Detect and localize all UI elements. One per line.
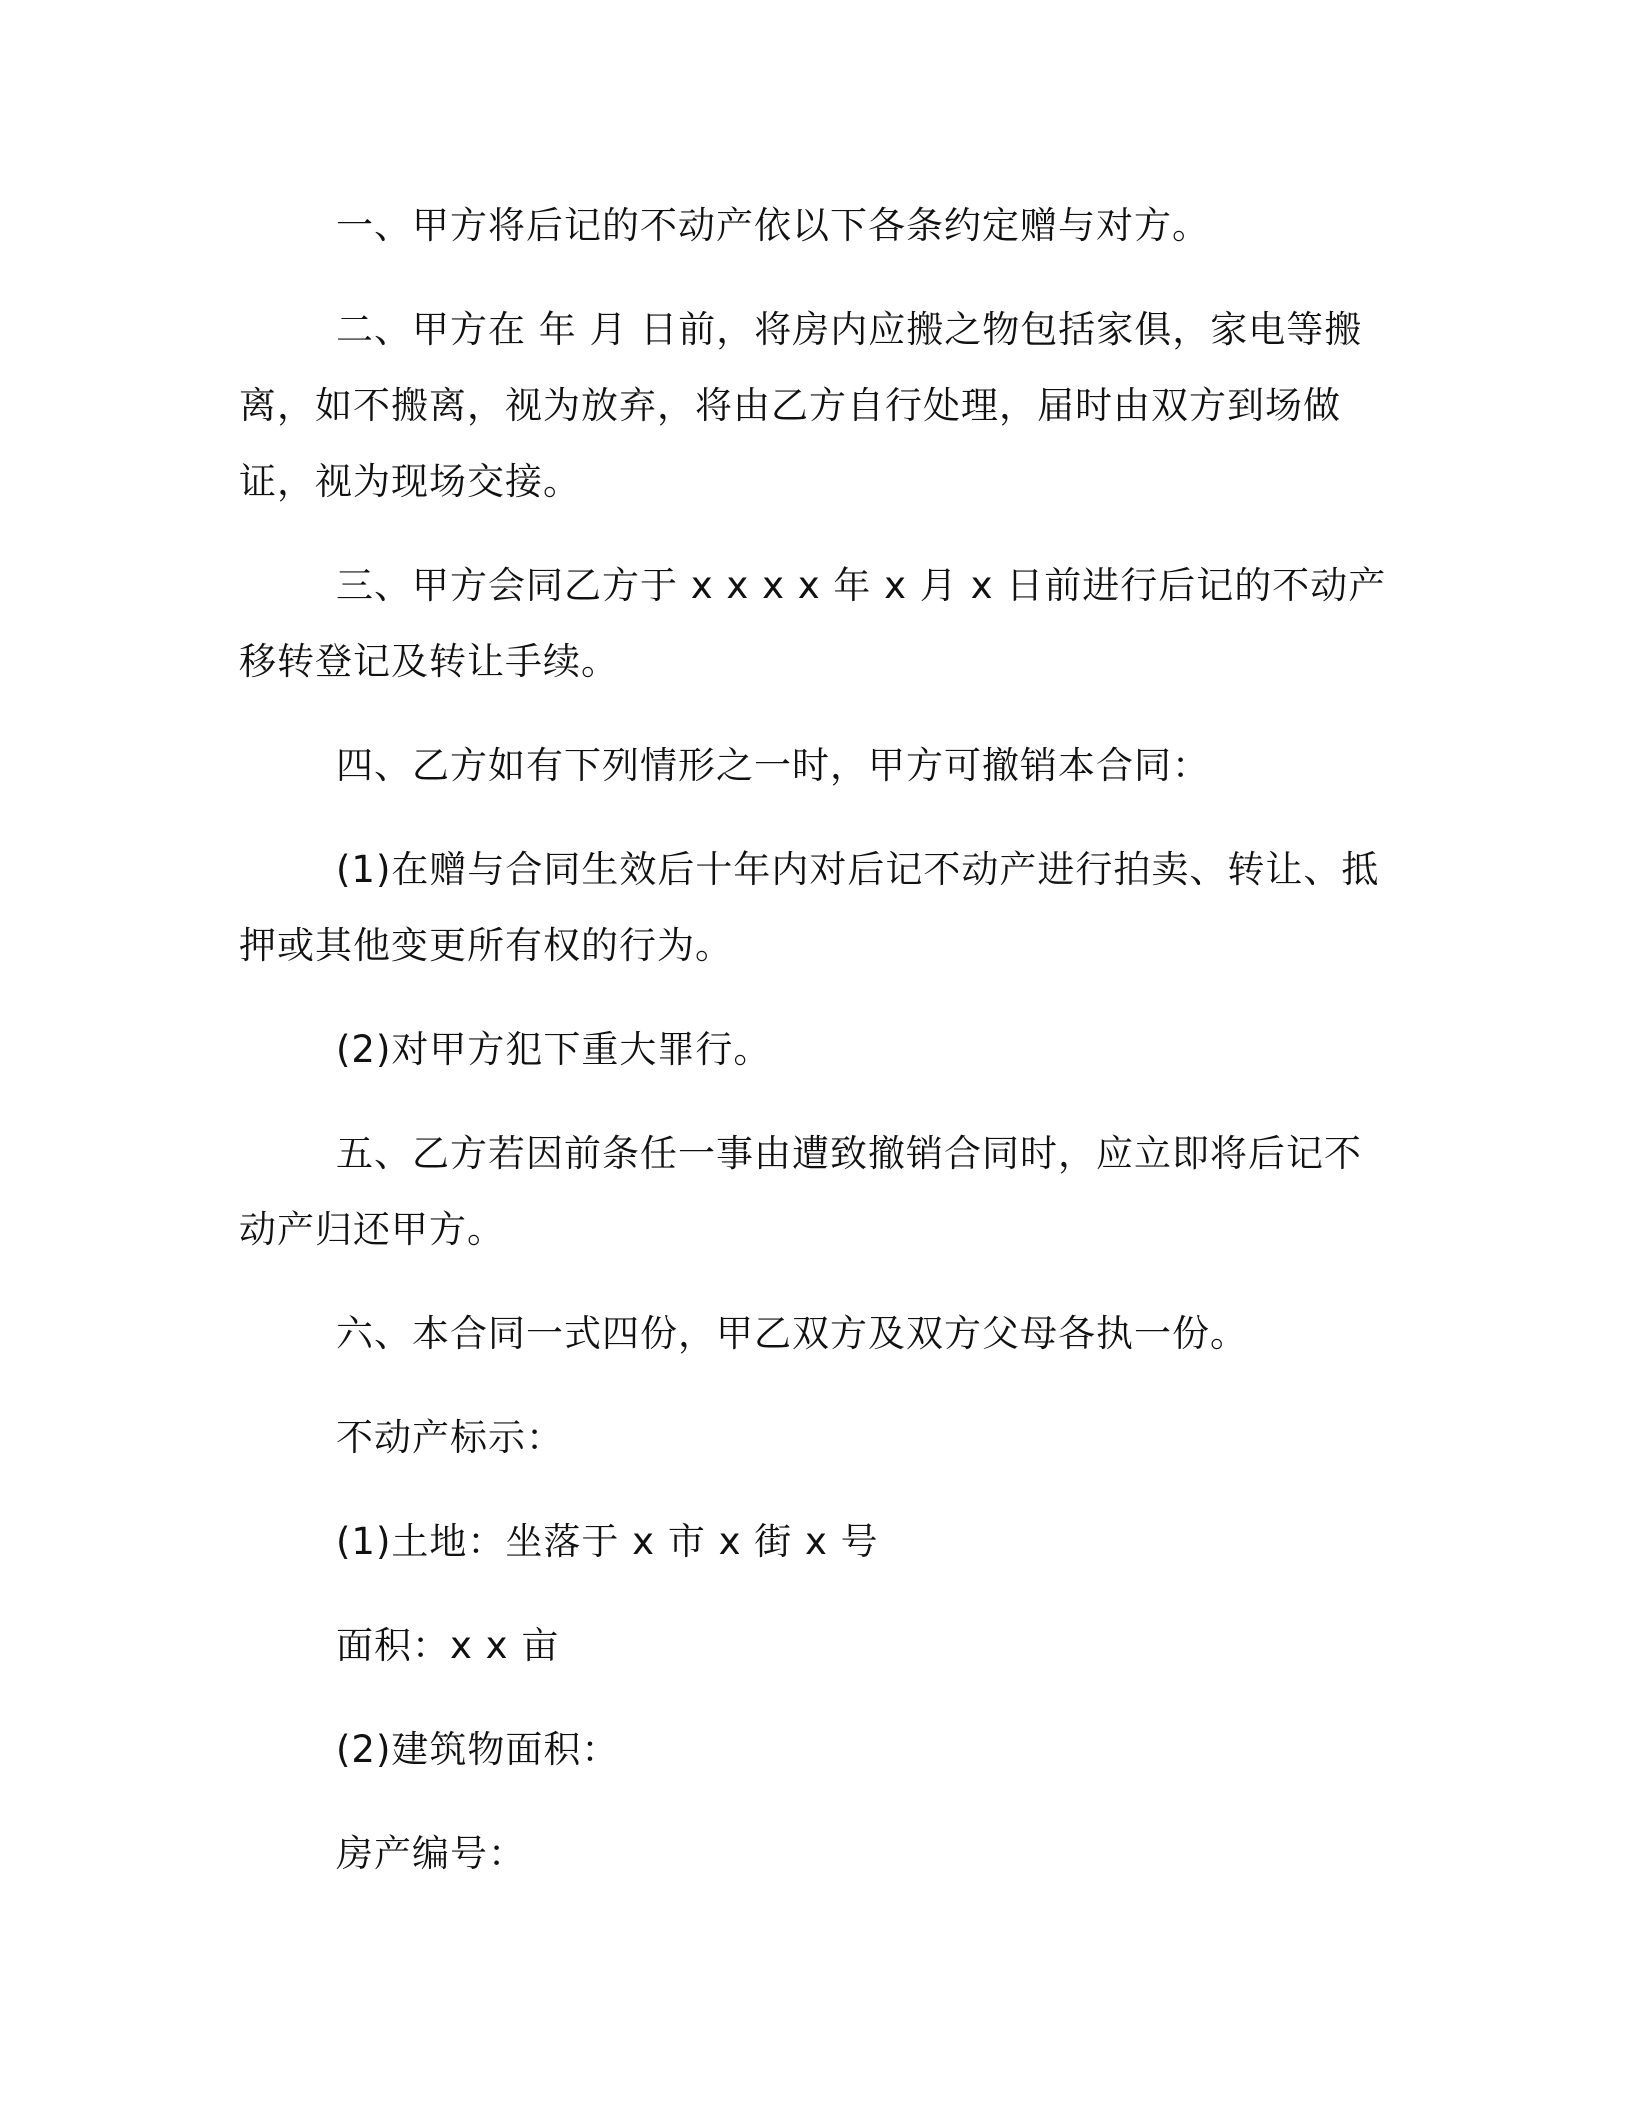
clause-4-item-1: (1)在赠与合同生效后十年内对后记不动产进行拍卖、转让、抵押或其他变更所有权的行为。 [239, 848, 1380, 967]
land-area: 面积：x x 亩 [336, 1624, 560, 1667]
clause-1: 一、甲方将后记的不动产依以下各条约定赠与对方。 [336, 204, 1210, 247]
building-area: (2)建筑物面积： [336, 1728, 620, 1771]
clause-2: 二、甲方在 年 月 日前，将房内应搬之物包括家俱，家电等搬离，如不搬离，视为放弃，将由乙方自行处理，届时由双方到场做证，视为现场交接。 [239, 308, 1363, 503]
property-label: 不动产标示： [336, 1416, 564, 1459]
clause-4: 四、乙方如有下列情形之一时，甲方可撤销本合同： [336, 744, 1210, 787]
document-body [239, 188, 1394, 1892]
clause-6: 六、本合同一式四份，甲乙双方及双方父母各执一份。 [336, 1312, 1248, 1355]
property-number: 房产编号： [336, 1832, 526, 1875]
clause-4-item-2: (2)对甲方犯下重大罪行。 [336, 1028, 772, 1071]
land-location: (1)土地：坐落于 x 市 x 街 x 号 [336, 1520, 879, 1563]
clause-3: 三、甲方会同乙方于 x x x x 年 x 月 x 日前进行后记的不动产移转登记及转让手续。 [239, 564, 1387, 683]
clause-5: 五、乙方若因前条任一事由遭致撤销合同时，应立即将后记不动产归还甲方。 [239, 1132, 1362, 1251]
